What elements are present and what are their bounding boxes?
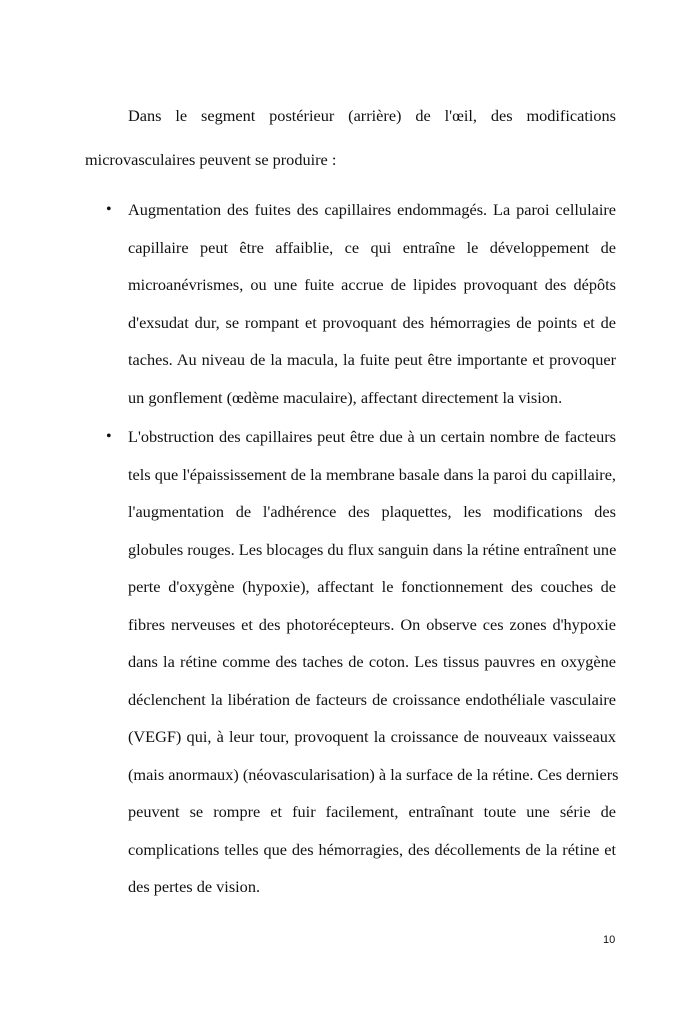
text-line: un gonflement (œdème maculaire), affectant directement la vision. (128, 387, 563, 407)
bullet-icon: • (106, 201, 112, 218)
text-line: fibres nerveuses et des photorécepteurs. On observe ces zones d'hypoxie (128, 614, 616, 634)
bullet-icon: • (106, 428, 112, 445)
text-line: taches. Au niveau de la macula, la fuite peut être importante et provoquer (128, 350, 616, 369)
text-line: d'exsudat dur, se rompant et provoquant des hémorragies de points et de (128, 312, 616, 332)
bullet-item-obstruction (106, 418, 619, 906)
text-line: microanévrismes, ou une fuite accrue de lipides provoquant des dépôts (128, 275, 616, 294)
text-line: Augmentation des fuites des capillaires endommagés. La paroi cellulaire (128, 200, 616, 219)
text-line: microvasculaires peuvent se produire : (85, 150, 337, 169)
text-line: complications telles que des hémorragies, des décollements de la rétine et (128, 839, 616, 859)
text-line: (VEGF) qui, à leur tour, provoquent la croissance de nouveaux vaisseaux (128, 727, 616, 746)
text-line: globules rouges. Les blocages du flux sanguin dans la rétine entraînent une (128, 539, 617, 559)
text-line: dans la rétine comme des taches de coton. Les tissus pauvres en oxygène (128, 652, 616, 671)
text-line: peuvent se rompre et fuir facilement, entraînant toute une série de (128, 802, 616, 821)
text-line: capillaire peut être affaiblie, ce qui entraîne le développement de (128, 237, 616, 257)
text-line: Dans le segment postérieur (arrière) de l'œil, des modifications (128, 106, 616, 125)
intro-paragraph (85, 94, 616, 182)
text-line: tels que l'épaississement de la membrane basale dans la paroi du capillaire, (128, 464, 616, 484)
text-line: l'augmentation de l'adhérence des plaquettes, les modifications des (128, 502, 616, 521)
bullet-item-leakage (106, 191, 616, 416)
text-line: des pertes de vision. (128, 877, 261, 896)
page-number: 10 (603, 934, 616, 946)
text-line: L'obstruction des capillaires peut être due à un certain nombre de facteurs (128, 427, 616, 446)
text-line: perte d'oxygène (hypoxie), affectant le fonctionnement des couches de (128, 577, 616, 596)
text-line: (mais anormaux) (néovascularisation) à la surface de la rétine. Ces derniers (128, 764, 619, 784)
text-line: déclenchent la libération de facteurs de croissance endothéliale vasculaire (128, 689, 616, 709)
